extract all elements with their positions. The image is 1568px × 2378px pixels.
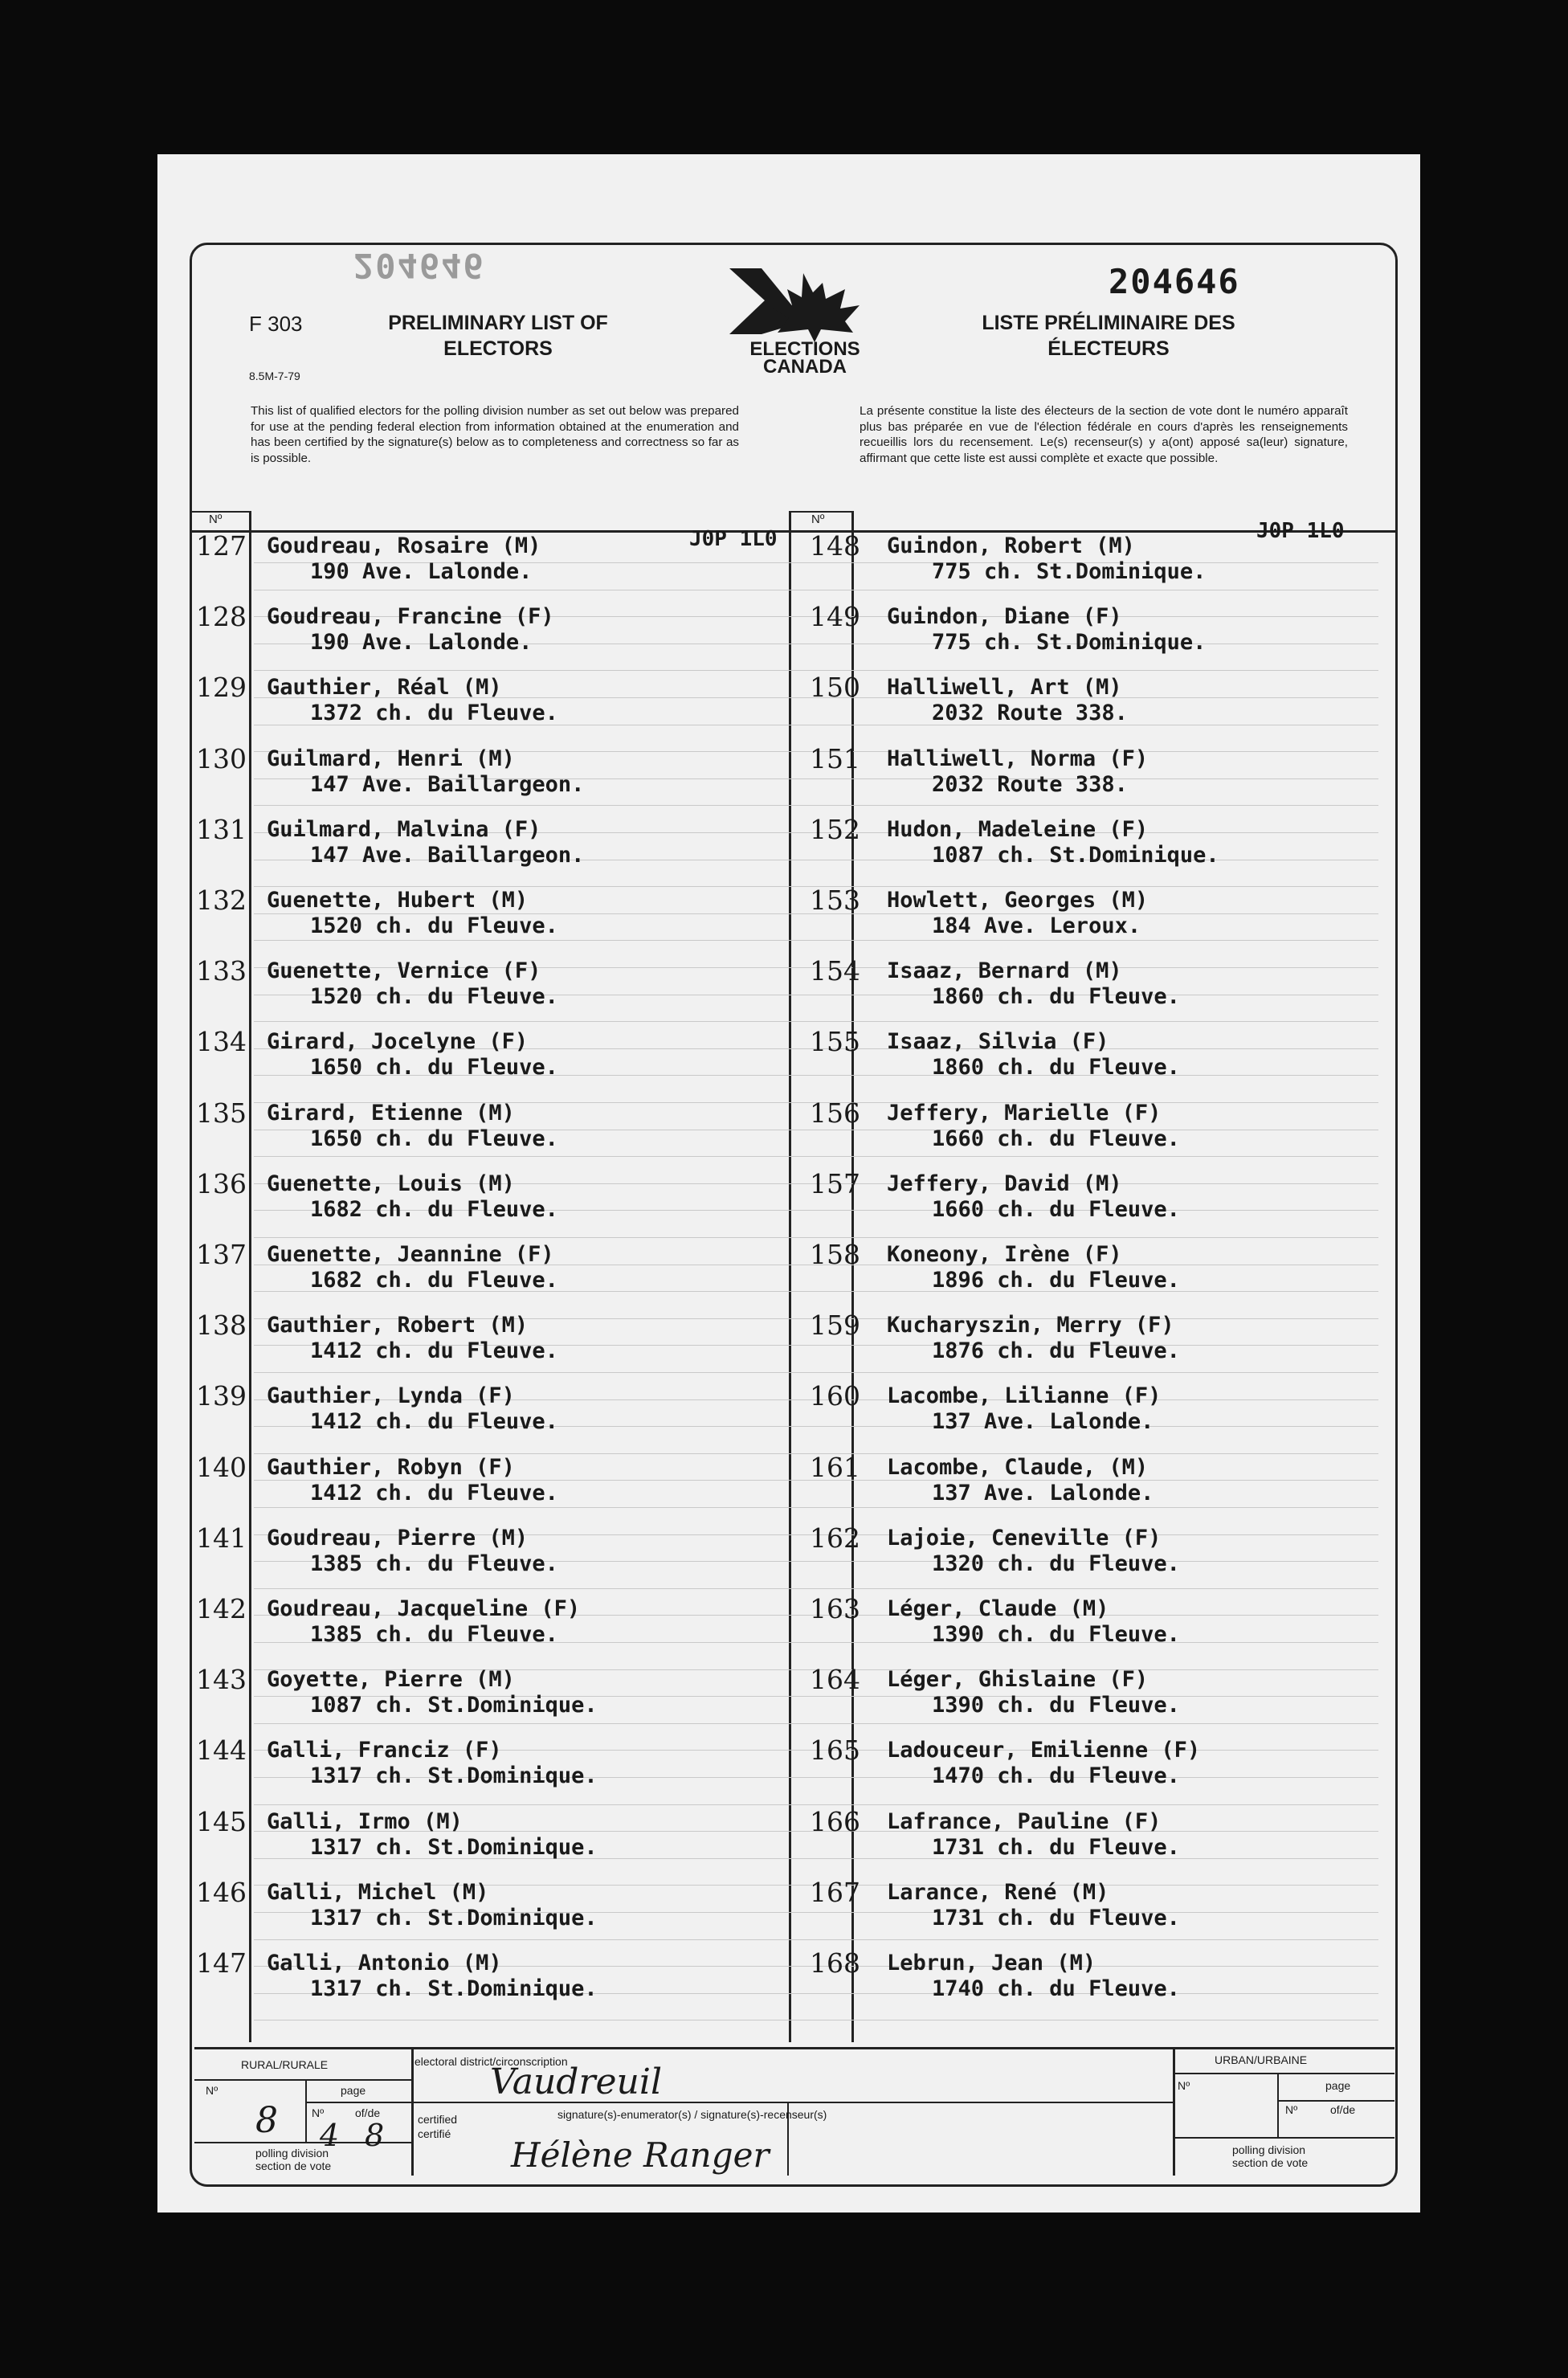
elector-name: Girard, Jocelyne (F) bbox=[267, 1029, 529, 1055]
elector-address: 1896 ch. du Fleuve. bbox=[932, 1268, 1180, 1293]
elector-name: Galli, Irmo (M) bbox=[267, 1808, 463, 1834]
elector-name: Kucharyszin, Merry (F) bbox=[887, 1313, 1174, 1338]
elector-address: 1860 ch. du Fleuve. bbox=[932, 1055, 1180, 1081]
elector-address: 1731 ch. du Fleuve. bbox=[932, 1905, 1180, 1931]
rural-label: RURAL/RURALE bbox=[241, 2058, 329, 2071]
elector-number: 167 bbox=[810, 1876, 860, 1908]
page-of-handwritten: 8 bbox=[365, 2118, 385, 2153]
intro-text-english: This list of qualified electors for the polling division number as set out below was prepared for use at the pending federal election from information obtained at the enumeration and has been certified by the signature(s) below as to completeness and correctness so far as is possible. bbox=[251, 404, 739, 465]
electoral-district-handwritten: Vaudreuil bbox=[490, 2061, 663, 2102]
certified-label: certified bbox=[418, 2113, 458, 2126]
footer-urban-label-rule bbox=[1173, 2073, 1394, 2074]
elector-number: 161 bbox=[810, 1451, 860, 1483]
elector-address: 1390 ch. du Fleuve. bbox=[932, 1693, 1180, 1718]
elector-name: Koneony, Irène (F) bbox=[887, 1242, 1122, 1267]
rural-polling-number-handwritten: 8 bbox=[255, 2100, 278, 2141]
elector-address: 1087 ch. St.Dominique. bbox=[932, 842, 1219, 868]
elector-number: 148 bbox=[810, 530, 860, 562]
elector-address: 1650 ch. du Fleuve. bbox=[310, 1055, 558, 1081]
elector-name: Galli, Franciz (F) bbox=[267, 1738, 502, 1763]
elector-name: Guenette, Jeannine (F) bbox=[267, 1242, 554, 1267]
elector-name: Guindon, Robert (M) bbox=[887, 533, 1135, 558]
elector-number: 134 bbox=[196, 1026, 247, 1058]
urban-no-label: Nº bbox=[1178, 2079, 1190, 2092]
elector-name: Guenette, Hubert (M) bbox=[267, 888, 529, 913]
elector-number: 135 bbox=[196, 1097, 247, 1129]
ruled-line bbox=[254, 670, 1378, 671]
footer-rural-page-rule bbox=[305, 2102, 411, 2103]
center-divider-left bbox=[789, 511, 791, 2042]
elector-number: 149 bbox=[810, 601, 860, 633]
elector-name: Lajoie, Ceneville (F) bbox=[887, 1525, 1162, 1551]
elector-number: 151 bbox=[810, 742, 860, 774]
elector-address: 190 Ave. Lalonde. bbox=[310, 559, 533, 584]
elector-address: 1317 ch. St.Dominique. bbox=[310, 1834, 598, 1860]
elector-address: 190 Ave. Lalonde. bbox=[310, 630, 533, 656]
mirrored-stamp-number: 204646 bbox=[353, 246, 485, 285]
rural-page-no-label: Nº bbox=[312, 2106, 325, 2119]
elector-name: Hudon, Madeleine (F) bbox=[887, 816, 1149, 842]
footer-rural-divider bbox=[411, 2047, 414, 2176]
elector-name: Isaaz, Silvia (F) bbox=[887, 1029, 1109, 1055]
elector-address: 1740 ch. du Fleuve. bbox=[932, 1976, 1180, 2001]
elector-name: Guenette, Louis (M) bbox=[267, 1171, 515, 1196]
ruled-line bbox=[254, 1588, 1378, 1589]
elector-address: 1372 ch. du Fleuve. bbox=[310, 701, 558, 726]
elector-name: Lacombe, Lilianne (F) bbox=[887, 1383, 1162, 1409]
ruled-line bbox=[254, 1156, 1378, 1157]
elector-address: 1682 ch. du Fleuve. bbox=[310, 1196, 558, 1222]
page-number-handwritten: 4 bbox=[320, 2118, 340, 2153]
title-french: LISTE PRÉLIMINAIRE DES ÉLECTEURS bbox=[982, 312, 1235, 360]
elector-number: 143 bbox=[196, 1664, 247, 1696]
elector-name: Isaaz, Bernard (M) bbox=[887, 958, 1122, 984]
elector-name: Guindon, Diane (F) bbox=[887, 604, 1122, 630]
left-no-column-header: Nº bbox=[209, 513, 223, 526]
elector-name: Gauthier, Lynda (F) bbox=[267, 1383, 515, 1409]
elector-name: Gauthier, Réal (M) bbox=[267, 675, 502, 701]
ruled-line bbox=[254, 1507, 1378, 1508]
elector-address: 1860 ch. du Fleuve. bbox=[932, 984, 1180, 1010]
postal-code-left: J0P 1L0 bbox=[689, 527, 778, 551]
elector-number: 163 bbox=[810, 1593, 860, 1624]
footer-rural-label-rule bbox=[194, 2079, 411, 2081]
elector-address: 1385 ch. du Fleuve. bbox=[310, 1622, 558, 1647]
rural-of-label: of/de bbox=[355, 2106, 381, 2119]
elector-number: 129 bbox=[196, 672, 247, 704]
elector-name: Girard, Etienne (M) bbox=[267, 1100, 515, 1126]
elector-address: 1320 ch. du Fleuve. bbox=[932, 1551, 1180, 1576]
elector-number: 131 bbox=[196, 813, 247, 845]
elector-number: 138 bbox=[196, 1310, 247, 1342]
urban-page-no-label: Nº bbox=[1285, 2103, 1298, 2116]
elector-address: 1317 ch. St.Dominique. bbox=[310, 1763, 598, 1789]
certifie-label: certifié bbox=[418, 2127, 451, 2140]
elector-name: Howlett, Georges (M) bbox=[887, 888, 1149, 913]
elector-number: 156 bbox=[810, 1097, 860, 1129]
elector-address: 1650 ch. du Fleuve. bbox=[310, 1126, 558, 1151]
elector-name: Lacombe, Claude, (M) bbox=[887, 1454, 1149, 1480]
elector-name: Galli, Antonio (M) bbox=[267, 1951, 502, 1976]
elector-number: 137 bbox=[196, 1239, 247, 1270]
elector-number: 141 bbox=[196, 1522, 247, 1554]
elector-number: 158 bbox=[810, 1239, 860, 1270]
elector-address: 1412 ch. du Fleuve. bbox=[310, 1480, 558, 1506]
elector-address: 1731 ch. du Fleuve. bbox=[932, 1834, 1180, 1860]
elector-name: Lafrance, Pauline (F) bbox=[887, 1808, 1162, 1834]
elector-name: Larance, René (M) bbox=[887, 1879, 1109, 1905]
elector-number: 160 bbox=[810, 1380, 860, 1412]
elector-number: 128 bbox=[196, 601, 247, 633]
postal-code-right: J0P 1L0 bbox=[1256, 519, 1345, 543]
elector-name: Jeffery, Marielle (F) bbox=[887, 1100, 1162, 1126]
elector-address: 1390 ch. du Fleuve. bbox=[932, 1622, 1180, 1647]
elector-number: 152 bbox=[810, 813, 860, 845]
ruled-line bbox=[254, 1021, 1378, 1022]
elector-name: Goudreau, Francine (F) bbox=[267, 604, 554, 630]
elector-name: Halliwell, Norma (F) bbox=[887, 746, 1149, 771]
footer-urban-page-divider bbox=[1277, 2073, 1279, 2137]
footer-urban-page-rule bbox=[1277, 2100, 1394, 2102]
form-number: F 303 bbox=[249, 312, 303, 336]
elector-name: Goudreau, Pierre (M) bbox=[267, 1525, 529, 1551]
elector-number: 139 bbox=[196, 1380, 247, 1412]
rural-polling-division-label: polling division bbox=[255, 2147, 329, 2159]
elector-number: 145 bbox=[196, 1805, 247, 1837]
right-no-column-header: Nº bbox=[811, 513, 825, 526]
urban-page-label: page bbox=[1325, 2079, 1351, 2092]
elector-address: 147 Ave. Baillargeon. bbox=[310, 842, 585, 868]
footer-rural-page-divider bbox=[305, 2079, 307, 2142]
footer-urban-bottom-rule bbox=[1173, 2137, 1394, 2139]
elector-number: 162 bbox=[810, 1522, 860, 1554]
title-english: PRELIMINARY LIST OF ELECTORS bbox=[388, 312, 608, 360]
elector-name: Guilmard, Malvina (F) bbox=[267, 816, 541, 842]
elector-name: Goudreau, Rosaire (M) bbox=[267, 533, 541, 558]
elector-name: Guilmard, Henri (M) bbox=[267, 746, 515, 771]
elector-number: 144 bbox=[196, 1734, 247, 1767]
elector-address: 1317 ch. St.Dominique. bbox=[310, 1905, 598, 1931]
elector-number: 146 bbox=[196, 1876, 247, 1908]
signature-label: signature(s)-enumerator(s) / signature(s)-recenseur(s) bbox=[557, 2108, 827, 2121]
elector-number: 168 bbox=[810, 1947, 860, 1979]
elector-address: 2032 Route 338. bbox=[932, 771, 1128, 797]
elector-address: 2032 Route 338. bbox=[932, 701, 1128, 726]
electoral-district-label: electoral district/circonscription bbox=[414, 2055, 568, 2068]
elector-name: Lebrun, Jean (M) bbox=[887, 1951, 1096, 1976]
elector-number: 147 bbox=[196, 1947, 247, 1979]
elector-number: 153 bbox=[810, 885, 860, 916]
elector-address: 1317 ch. St.Dominique. bbox=[310, 1976, 598, 2001]
elector-number: 136 bbox=[196, 1167, 247, 1199]
elector-address: 184 Ave. Leroux. bbox=[932, 913, 1141, 938]
elector-number: 164 bbox=[810, 1664, 860, 1696]
rural-no-label: Nº bbox=[206, 2084, 218, 2097]
ruled-line bbox=[254, 1723, 1378, 1724]
elector-number: 159 bbox=[810, 1310, 860, 1342]
elector-address: 137 Ave. Lalonde. bbox=[932, 1480, 1154, 1506]
urban-label: URBAN/URBAINE bbox=[1215, 2053, 1308, 2066]
elector-address: 137 Ave. Lalonde. bbox=[932, 1409, 1154, 1435]
footer-top-rule bbox=[194, 2047, 1394, 2049]
elector-address: 1412 ch. du Fleuve. bbox=[310, 1409, 558, 1435]
elector-address: 1520 ch. du Fleuve. bbox=[310, 984, 558, 1010]
ruled-line bbox=[254, 940, 1378, 941]
intro-text-french: La présente constitue la liste des électeurs de la section de vote dont le numéro apparaît plus bas préparée en vue de l'élection fédérale en cours d'après les renseignements recueillis lors du recensement. Le(s) recenseur(s) y a(ont) apposé sa(leur) signature, affirmant que cette liste est aussi complète et exacte que possible. bbox=[860, 404, 1348, 465]
elector-name: Halliwell, Art (M) bbox=[887, 675, 1122, 701]
elector-number: 132 bbox=[196, 885, 247, 916]
urban-polling-division-label: polling division bbox=[1232, 2143, 1306, 2156]
elector-number: 157 bbox=[810, 1167, 860, 1199]
elector-address: 1682 ch. du Fleuve. bbox=[310, 1268, 558, 1293]
ruled-line bbox=[254, 1804, 1378, 1805]
ruled-line bbox=[254, 1237, 1378, 1238]
logo-wordmark: ELECTIONS CANADA bbox=[749, 338, 860, 378]
elector-number: 165 bbox=[810, 1734, 860, 1767]
elector-address: 1087 ch. St.Dominique. bbox=[310, 1693, 598, 1718]
elector-number: 133 bbox=[196, 955, 247, 987]
elector-name: Léger, Ghislaine (F) bbox=[887, 1667, 1149, 1693]
elector-name: Gauthier, Robert (M) bbox=[267, 1313, 529, 1338]
rural-section-de-vote-label: section de vote bbox=[255, 2159, 332, 2172]
elector-number: 154 bbox=[810, 955, 860, 987]
elector-address: 1520 ch. du Fleuve. bbox=[310, 913, 558, 938]
elector-address: 1660 ch. du Fleuve. bbox=[932, 1196, 1180, 1222]
elector-address: 1660 ch. du Fleuve. bbox=[932, 1126, 1180, 1151]
elector-number: 150 bbox=[810, 672, 860, 704]
elector-address: 1412 ch. du Fleuve. bbox=[310, 1338, 558, 1364]
elector-address: 1876 ch. du Fleuve. bbox=[932, 1338, 1180, 1364]
elector-name: Galli, Michel (M) bbox=[267, 1879, 489, 1905]
elector-name: Jeffery, David (M) bbox=[887, 1171, 1122, 1196]
elector-number: 155 bbox=[810, 1026, 860, 1058]
elector-address: 147 Ave. Baillargeon. bbox=[310, 771, 585, 797]
elector-number: 142 bbox=[196, 1593, 247, 1624]
elector-address: 1470 ch. du Fleuve. bbox=[932, 1763, 1180, 1789]
ruled-line bbox=[254, 1372, 1378, 1373]
elector-address: 775 ch. St.Dominique. bbox=[932, 559, 1207, 584]
elector-number: 127 bbox=[196, 530, 247, 562]
form-code: 8.5M-7-79 bbox=[249, 370, 300, 382]
elector-name: Guenette, Vernice (F) bbox=[267, 958, 541, 984]
ruled-line bbox=[254, 1939, 1378, 1940]
elector-name: Goudreau, Jacqueline (F) bbox=[267, 1596, 581, 1621]
elector-number: 140 bbox=[196, 1451, 247, 1483]
footer-urban-divider bbox=[1173, 2047, 1175, 2176]
enumerator-signature: Hélène Ranger bbox=[511, 2135, 770, 2175]
urban-of-label: of/de bbox=[1330, 2103, 1356, 2116]
elector-address: 775 ch. St.Dominique. bbox=[932, 630, 1207, 656]
elector-name: Gauthier, Robyn (F) bbox=[267, 1454, 515, 1480]
elector-name: Ladouceur, Emilienne (F) bbox=[887, 1738, 1201, 1763]
table-top-rule bbox=[190, 530, 1398, 533]
elector-name: Goyette, Pierre (M) bbox=[267, 1667, 515, 1693]
elector-number: 130 bbox=[196, 742, 247, 774]
ruled-line bbox=[254, 805, 1378, 806]
elector-number: 166 bbox=[810, 1805, 860, 1837]
elector-address: 1385 ch. du Fleuve. bbox=[310, 1551, 558, 1576]
elector-name: Léger, Claude (M) bbox=[887, 1596, 1109, 1621]
rural-page-label: page bbox=[341, 2084, 366, 2097]
serial-number: 204646 bbox=[1109, 262, 1240, 301]
urban-section-de-vote-label: section de vote bbox=[1232, 2156, 1309, 2169]
